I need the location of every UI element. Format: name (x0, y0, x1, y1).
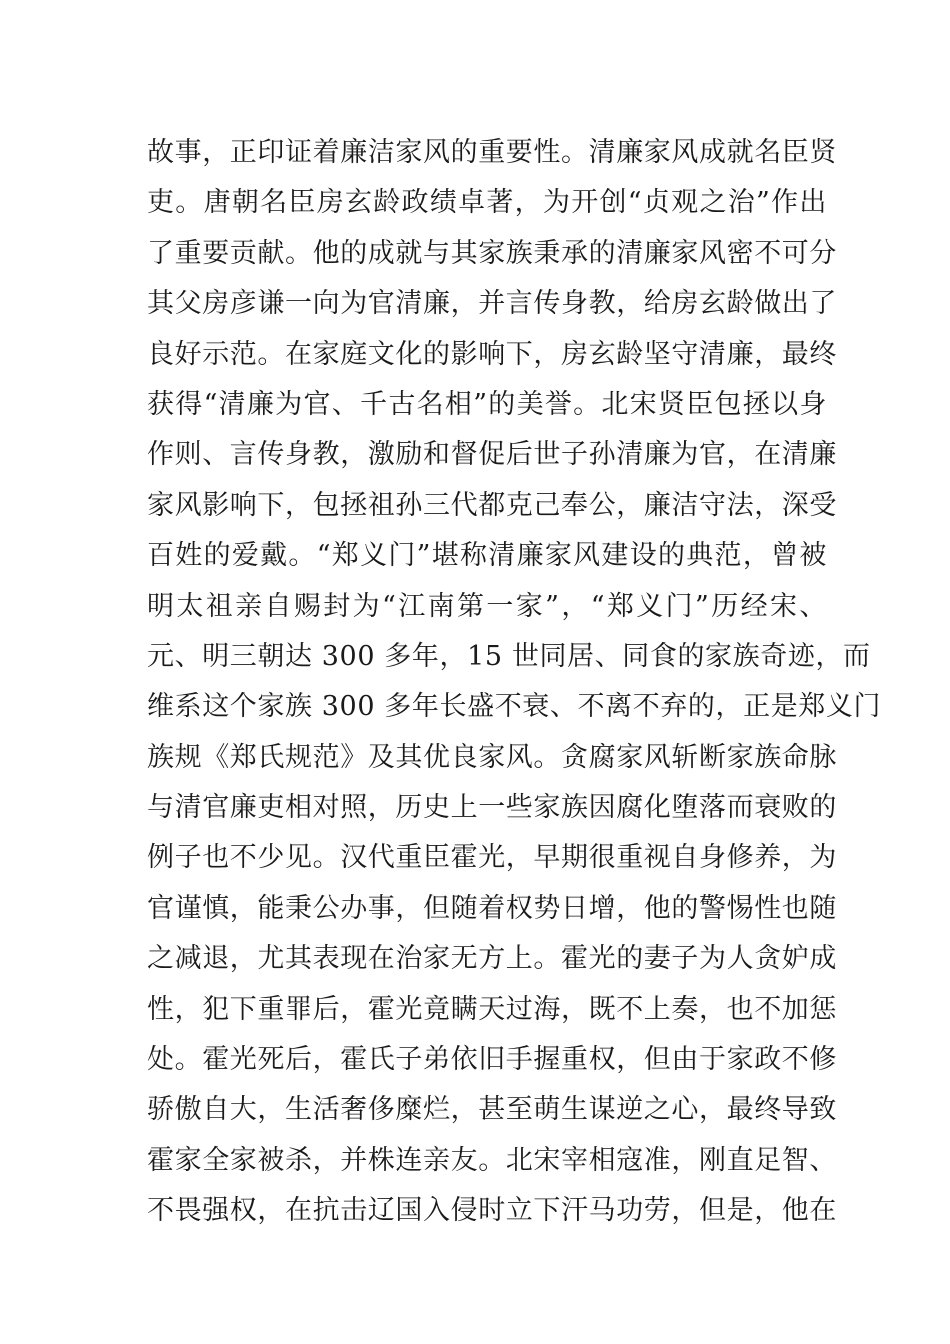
body-text (147, 128, 882, 1237)
text-line-14: 与清官廉吏相对照，历史上一些家族因腐化堕落而衰败的 (147, 792, 837, 824)
text-line-6: 获得“清廉为官、千古名相”的美誉。北宋贤臣包拯以身 (147, 388, 827, 420)
text-line-13: 族规《郑氏规范》及其优良家风。贪腐家风斩断家族命脉 (147, 741, 837, 773)
text-line-12: 维系这个家族 300 多年长盛不衰、不离不弃的，正是郑义门 (147, 691, 882, 723)
text-line-20: 骄傲自大，生活奢侈糜烂，甚至萌生谋逆之心，最终导致 (147, 1094, 837, 1126)
text-line-21: 霍家全家被杀，并株连亲友。北宋宰相寇准，刚直足智、 (147, 1144, 837, 1176)
text-line-16: 官谨慎，能秉公办事，但随着权势日增，他的警惕性也随 (147, 892, 837, 924)
text-line-2: 吏。唐朝名臣房玄龄政绩卓著，为开创“贞观之治”作出 (147, 187, 827, 219)
text-line-22: 不畏强权，在抗击辽国入侵时立下汗马功劳，但是，他在 (147, 1195, 837, 1227)
text-line-19: 处。霍光死后，霍氏子弟依旧手握重权，但由于家政不修 (147, 1044, 837, 1076)
text-line-5: 良好示范。在家庭文化的影响下，房玄龄坚守清廉，最终 (147, 338, 837, 370)
text-line-15: 例子也不少见。汉代重臣霍光，早期很重视自身修养，为 (147, 842, 837, 874)
text-line-4: 其父房彦谦一向为官清廉，并言传身教，给房玄龄做出了 (147, 288, 837, 320)
text-line-7: 作则、言传身教，激励和督促后世子孙清廉为官，在清廉 (147, 439, 837, 471)
text-line-10: 明太祖亲自赐封为“江南第一家”，“郑义门”历经宋、 (147, 590, 827, 622)
text-line-17: 之减退，尤其表现在治家无方上。霍光的妻子为人贪妒成 (147, 943, 837, 975)
text-line-3: 了重要贡献。他的成就与其家族秉承的清廉家风密不可分 (147, 237, 837, 269)
text-line-18: 性，犯下重罪后，霍光竟瞒天过海，既不上奏，也不加惩 (147, 993, 837, 1025)
text-line-1: 故事，正印证着廉洁家风的重要性。清廉家风成就名臣贤 (147, 137, 837, 168)
text-line-11: 元、明三朝达 300 多年，15 世同居、同食的家族奇迹，而 (147, 640, 871, 672)
text-line-9: 百姓的爱戴。“郑义门”堪称清廉家风建设的典范，曾被 (147, 540, 827, 572)
text-line-8: 家风影响下，包拯祖孙三代都克己奉公，廉洁守法，深受 (147, 489, 837, 521)
